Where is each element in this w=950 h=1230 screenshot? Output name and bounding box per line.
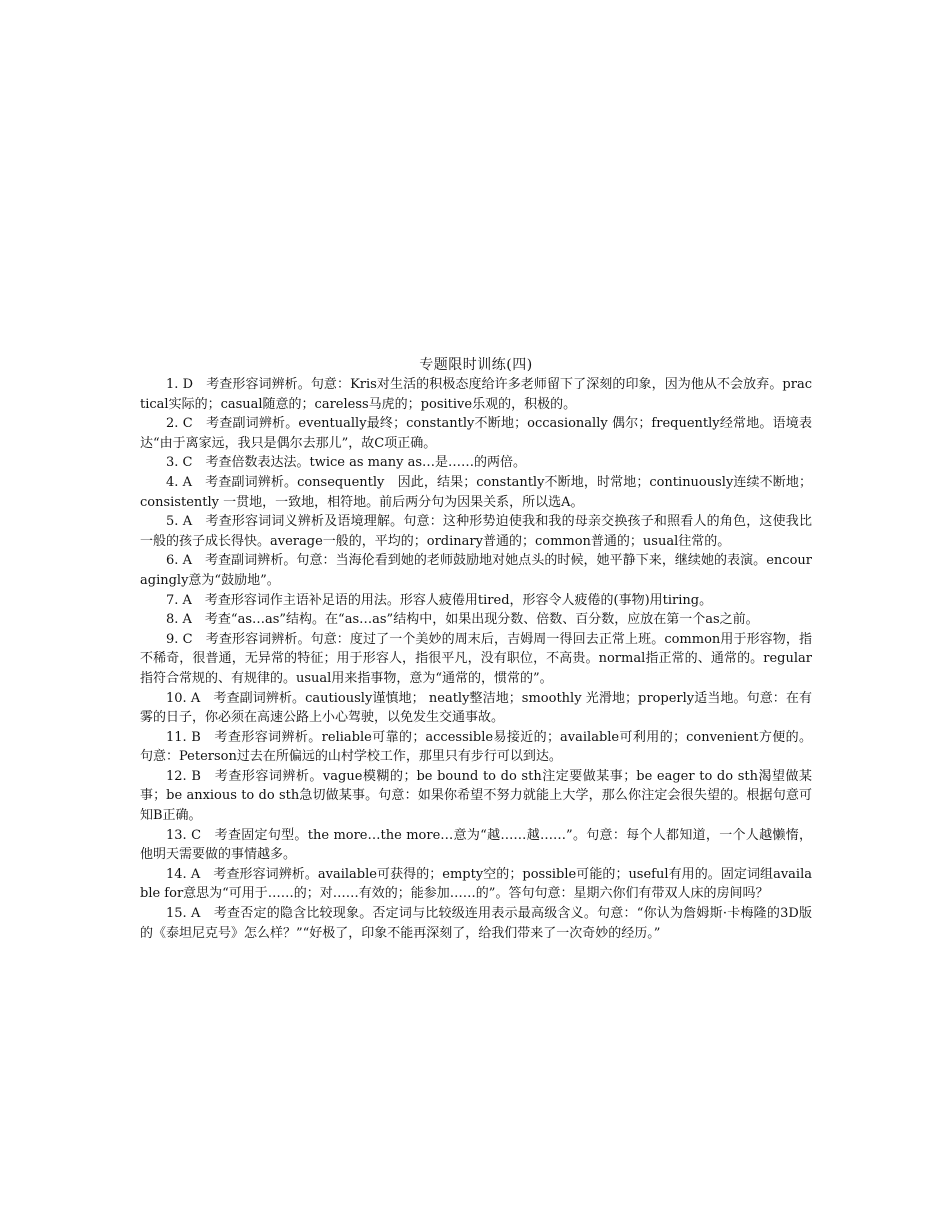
answer-item-8: 8. A 考查“as…as”结构。在“as…as”结构中，如果出现分数、倍数、百分数，应放在第一个as之前。 xyxy=(166,612,759,628)
answer-item-13: 13. C 考查固定句型。the more…the more…意为“越……越……”。句意：每个人都知道，一个人越懒惰，他明天需要做的事情越多。 xyxy=(140,827,812,863)
answer-item-2: 2. C 考查副词辨析。eventually最终；constantly不断地；occasionally 偶尔；frequently经常地。语境表达“由于离家远，我只是偶尔去那儿”，故C项正确。 xyxy=(140,416,812,451)
answer-item-15: 15. A 考查否定的隐含比较现象。否定词与比较级连用表示最高级含义。句意：“你认为詹姆斯·卡梅隆的3D版的《泰坦尼克号》怎么样？”“好极了，印象不能再深刻了，给我们带来了一次奇妙的经历。” xyxy=(140,906,812,941)
answer-item-6: 6. A 考查副词辨析。句意：当海伦看到她的老师鼓励地对她点头的时候，她平静下来，继续她的表演。encouragingly意为“鼓励地”。 xyxy=(140,553,812,588)
answer-item-4: 4. A 考查副词辨析。consequently 因此，结果；constantly不断地，时常地；continuously连续不断地；consistently 一贯地，一致地，相符地。前后两分句为因果关系，所以选A。 xyxy=(140,474,812,510)
answer-item-10: 10. A 考查副词辨析。cautiously谨慎地； neatly整洁地；smoothly 光滑地；properly适当地。句意：在有雾的日子，你必须在高速公路上小心驾驶，以免发生交通事故。 xyxy=(140,690,812,726)
answer-item-14: 14. A 考查形容词辨析。available可获得的；empty空的；possible可能的；useful有用的。固定词组available for意思为“可用于……的；对……有效的；能参加……的”。答句句意：星期六你们有带双人床的房间吗？ xyxy=(140,866,812,902)
answer-item-12: 12. B 考查形容词辨析。vague模糊的；be bound to do sth注定要做某事；be eager to do sth渴望做某事；be anxious to do sth急切做某事。句意：如果你希望不努力就能上大学，那么你注定会很失望的。根据句意可知B正确。 xyxy=(140,768,812,824)
answer-item-1: 1. D 考查形容词辨析。句意：Kris对生活的积极态度给许多老师留下了深刻的印象，因为他从不会放弃。practical实际的；casual随意的；careless马虎的；positive乐观的，积极的。 xyxy=(140,377,812,412)
answer-item-3: 3. C 考查倍数表达法。twice as many as…是……的两倍。 xyxy=(166,455,527,471)
answer-item-11: 11. B 考查形容词辨析。reliable可靠的；accessible易接近的；available可利用的；convenient方便的。句意：Peterson过去在所偏远的山村学校工作，那里只有步行可以到达。 xyxy=(140,729,812,765)
answer-document xyxy=(140,355,812,943)
answer-item-5: 5. A 考查形容词词义辨析及语境理解。句意：这种形势迫使我和我的母亲交换孩子和照看人的角色，这使我比一般的孩子成长得快。average一般的，平均的；ordinary普通的；common普通的；usual往常的。 xyxy=(140,514,812,549)
answer-item-7: 7. A 考查形容词作主语补足语的用法。形容人疲倦用tired，形容令人疲倦的(事物)用tiring。 xyxy=(166,592,713,608)
document-title: 专题限时训练(四) xyxy=(419,357,533,373)
answer-item-9: 9. C 考查形容词辨析。句意：度过了一个美妙的周末后，吉姆周一得回去正常上班。common用于形容物，指不稀奇，很普通，无异常的特征；用于形容人，指很平凡，没有职位，不高贵。normal指正常的、通常的。regular指符合常规的、有规律的。usual用来指事物，意为“通常的，惯常的”。 xyxy=(140,631,812,686)
